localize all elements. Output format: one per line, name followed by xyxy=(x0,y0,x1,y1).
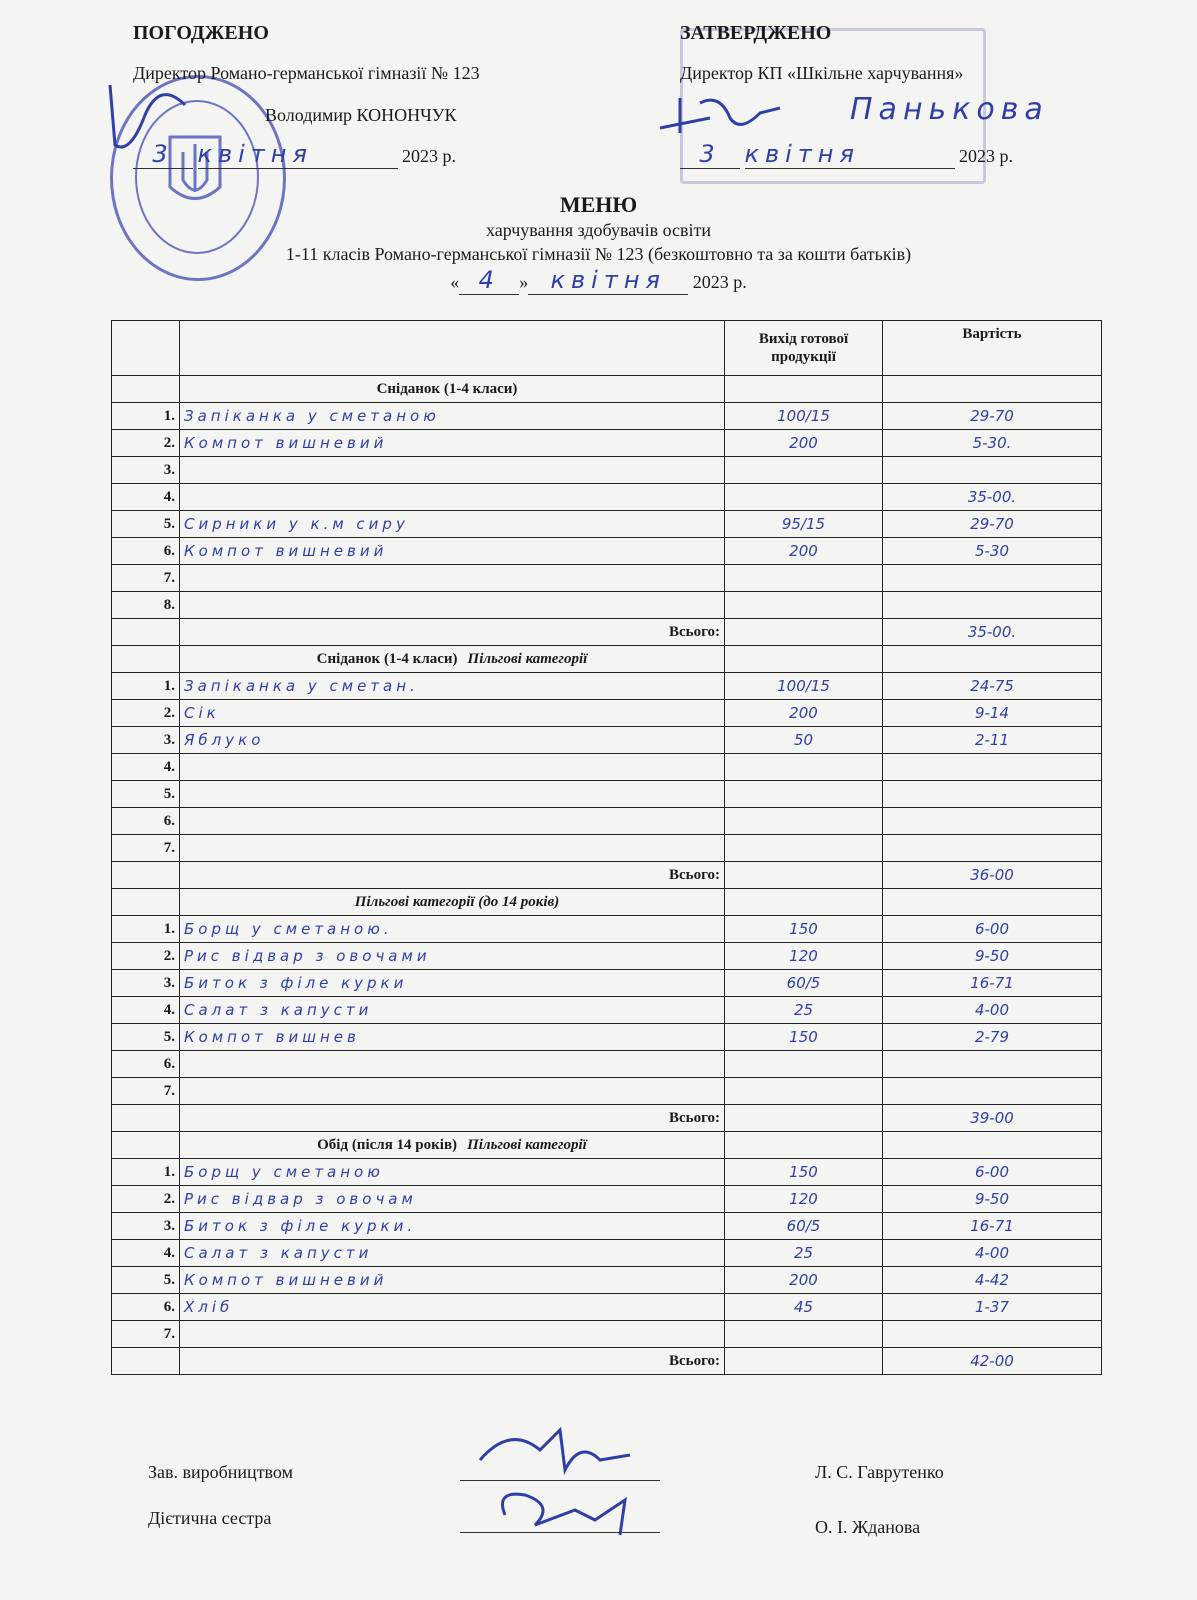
dish-output: 150 xyxy=(725,916,883,943)
dish-name xyxy=(180,808,725,835)
dish-name: Рис відвар з овочам xyxy=(180,1186,725,1213)
table-row xyxy=(112,970,1102,997)
dish-cost: 2-11 xyxy=(883,727,1102,754)
total-label: Всього: xyxy=(180,1105,725,1132)
dish-output: 200 xyxy=(725,1267,883,1294)
header-num xyxy=(112,321,180,376)
confirmed-heading: ЗАТВЕРДЖЕНО xyxy=(680,22,832,44)
dish-cost: 24-75 xyxy=(883,673,1102,700)
row-number: 1. xyxy=(112,1159,180,1186)
dish-output: 200 xyxy=(725,700,883,727)
dish-cost xyxy=(883,457,1102,484)
dish-name xyxy=(180,484,725,511)
row-number: 3. xyxy=(112,457,180,484)
dish-name: Хліб xyxy=(180,1294,725,1321)
table-row xyxy=(112,1051,1102,1078)
section-num-cell xyxy=(112,376,180,403)
left-name: Володимир КОНОНЧУК xyxy=(265,105,457,125)
dish-output: 100/15 xyxy=(725,673,883,700)
section-cost-cell xyxy=(883,376,1102,403)
section-header-row xyxy=(112,1132,1102,1159)
total-value: 42-00 xyxy=(883,1348,1102,1375)
row-number: 3. xyxy=(112,970,180,997)
left-date-year: 2023 р. xyxy=(402,146,456,166)
dish-name: Сирники у к.м сиру xyxy=(180,511,725,538)
section-num-cell xyxy=(112,889,180,916)
table-row xyxy=(112,808,1102,835)
dish-cost: 2-79 xyxy=(883,1024,1102,1051)
table-row xyxy=(112,511,1102,538)
dish-name xyxy=(180,457,725,484)
right-position: Директор КП «Шкільне харчування» xyxy=(680,63,964,83)
dish-name xyxy=(180,835,725,862)
section-title-cell xyxy=(180,1132,725,1159)
dish-output: 120 xyxy=(725,943,883,970)
dish-output: 25 xyxy=(725,1240,883,1267)
dish-cost xyxy=(883,808,1102,835)
menu-date-month: квітня xyxy=(528,266,688,295)
row-number: 6. xyxy=(112,808,180,835)
row-number: 7. xyxy=(112,835,180,862)
row-number: 7. xyxy=(112,1078,180,1105)
table-row xyxy=(112,700,1102,727)
row-number: 7. xyxy=(112,1321,180,1348)
table-row xyxy=(112,754,1102,781)
section-header-row xyxy=(112,889,1102,916)
table-row xyxy=(112,1078,1102,1105)
total-value: 35-00. xyxy=(883,619,1102,646)
left-position: Директор Романо-германської гімназії № 123 xyxy=(133,63,480,83)
dish-cost: 29-70 xyxy=(883,511,1102,538)
table-row xyxy=(112,565,1102,592)
total-row xyxy=(112,1348,1102,1375)
table-row xyxy=(112,1294,1102,1321)
dish-cost: 6-00 xyxy=(883,1159,1102,1186)
table-row xyxy=(112,403,1102,430)
left-date-day: 3 xyxy=(133,140,193,169)
footer-name-1: Л. С. Гаврутенко xyxy=(815,1462,944,1482)
dish-cost: 16-71 xyxy=(883,1213,1102,1240)
row-number: 4. xyxy=(112,754,180,781)
table-row xyxy=(112,943,1102,970)
total-output-cell xyxy=(725,1105,883,1132)
table-row xyxy=(112,1213,1102,1240)
dish-output xyxy=(725,457,883,484)
table-row xyxy=(112,1267,1102,1294)
footer-role-1: Зав. виробництвом xyxy=(148,1462,293,1482)
dish-cost xyxy=(883,1051,1102,1078)
total-num-cell xyxy=(112,862,180,889)
dish-output xyxy=(725,781,883,808)
dish-output: 50 xyxy=(725,727,883,754)
table-row xyxy=(112,727,1102,754)
left-signature xyxy=(90,75,210,165)
dish-cost: 35-00. xyxy=(883,484,1102,511)
row-number: 4. xyxy=(112,997,180,1024)
dish-output: 120 xyxy=(725,1186,883,1213)
dish-output: 100/15 xyxy=(725,403,883,430)
dish-name: Компот вишнев xyxy=(180,1024,725,1051)
right-date-day: 3 xyxy=(680,140,740,169)
dish-cost: 1-37 xyxy=(883,1294,1102,1321)
section-title-cell xyxy=(180,646,725,673)
dish-name: Сік xyxy=(180,700,725,727)
row-number: 3. xyxy=(112,1213,180,1240)
menu-date-day: 4 xyxy=(459,266,519,295)
section-cost-cell xyxy=(883,646,1102,673)
table-row xyxy=(112,1024,1102,1051)
right-signature-name: Панькова xyxy=(850,92,1049,127)
row-number: 2. xyxy=(112,700,180,727)
table-row xyxy=(112,1159,1102,1186)
row-number: 1. xyxy=(112,673,180,700)
table-row xyxy=(112,673,1102,700)
total-num-cell xyxy=(112,1348,180,1375)
total-label: Всього: xyxy=(180,862,725,889)
menu-table xyxy=(111,320,1102,1375)
section-output-cell xyxy=(725,889,883,916)
header-cost: Вартість xyxy=(883,321,1102,376)
table-row xyxy=(112,484,1102,511)
dish-name xyxy=(180,754,725,781)
dish-cost: 9-14 xyxy=(883,700,1102,727)
total-row xyxy=(112,619,1102,646)
dish-output xyxy=(725,835,883,862)
section-title-cell xyxy=(180,376,725,403)
dish-name: Запіканка у сметан. xyxy=(180,673,725,700)
dish-cost: 9-50 xyxy=(883,943,1102,970)
dish-cost: 6-00 xyxy=(883,916,1102,943)
header-output: Вихід готової продукції xyxy=(725,321,883,376)
row-number: 8. xyxy=(112,592,180,619)
total-value: 36-00 xyxy=(883,862,1102,889)
row-number: 1. xyxy=(112,403,180,430)
row-number: 5. xyxy=(112,1267,180,1294)
dish-name xyxy=(180,1321,725,1348)
dish-output: 45 xyxy=(725,1294,883,1321)
section-output-cell xyxy=(725,646,883,673)
dish-cost xyxy=(883,565,1102,592)
section-output-cell xyxy=(725,1132,883,1159)
table-row xyxy=(112,457,1102,484)
table-row xyxy=(112,1240,1102,1267)
row-number: 7. xyxy=(112,565,180,592)
dish-cost: 29-70 xyxy=(883,403,1102,430)
section-header-row xyxy=(112,376,1102,403)
dish-name: Яблуко xyxy=(180,727,725,754)
total-output-cell xyxy=(725,862,883,889)
section-output-cell xyxy=(725,376,883,403)
dish-cost xyxy=(883,835,1102,862)
dish-cost: 16-71 xyxy=(883,970,1102,997)
table-row xyxy=(112,1321,1102,1348)
table-row xyxy=(112,538,1102,565)
row-number: 2. xyxy=(112,1186,180,1213)
total-label: Всього: xyxy=(180,1348,725,1375)
table-row xyxy=(112,592,1102,619)
dish-output xyxy=(725,754,883,781)
dish-output xyxy=(725,1051,883,1078)
total-value: 39-00 xyxy=(883,1105,1102,1132)
row-number: 3. xyxy=(112,727,180,754)
dish-output: 150 xyxy=(725,1159,883,1186)
row-number: 4. xyxy=(112,484,180,511)
dish-output: 200 xyxy=(725,430,883,457)
left-date-month: квітня xyxy=(198,140,398,169)
row-number: 5. xyxy=(112,511,180,538)
row-number: 2. xyxy=(112,430,180,457)
table-row xyxy=(112,916,1102,943)
section-title-cell xyxy=(180,889,725,916)
menu-date: « 4 » квітня 2023 р. xyxy=(450,266,747,294)
row-number: 6. xyxy=(112,1051,180,1078)
section-subtitle: Пільгові категорії xyxy=(467,650,588,667)
dish-cost: 4-00 xyxy=(883,1240,1102,1267)
dish-cost: 5-30 xyxy=(883,538,1102,565)
dish-name xyxy=(180,592,725,619)
footer-role-2: Дієтична сестра xyxy=(148,1508,272,1528)
row-number: 1. xyxy=(112,916,180,943)
dish-cost xyxy=(883,1078,1102,1105)
dish-cost xyxy=(883,592,1102,619)
dish-cost xyxy=(883,1321,1102,1348)
table-header-row xyxy=(112,321,1102,376)
section-cost-cell xyxy=(883,889,1102,916)
menu-body xyxy=(112,376,1102,1375)
table-row xyxy=(112,835,1102,862)
dish-name: Рис відвар з овочами xyxy=(180,943,725,970)
row-number: 5. xyxy=(112,1024,180,1051)
dish-name xyxy=(180,781,725,808)
dish-output: 150 xyxy=(725,1024,883,1051)
dish-output: 200 xyxy=(725,538,883,565)
dish-output: 25 xyxy=(725,997,883,1024)
dish-cost: 4-42 xyxy=(883,1267,1102,1294)
dish-cost: 9-50 xyxy=(883,1186,1102,1213)
total-row xyxy=(112,1105,1102,1132)
dish-output xyxy=(725,808,883,835)
section-subtitle: Пільгові категорії (до 14 років) xyxy=(354,893,560,910)
header-dish xyxy=(180,321,725,376)
section-subtitle: Пільгові категорії xyxy=(467,1136,587,1153)
menu-date-year: 2023 р. xyxy=(692,272,747,292)
section-header-row xyxy=(112,646,1102,673)
footer-signature-2 xyxy=(485,1480,665,1540)
dish-name: Салат з капусти xyxy=(180,997,725,1024)
row-number: 4. xyxy=(112,1240,180,1267)
dish-name xyxy=(180,1051,725,1078)
dish-output: 60/5 xyxy=(725,1213,883,1240)
dish-name: Компот вишневий xyxy=(180,538,725,565)
dish-cost xyxy=(883,754,1102,781)
table-row xyxy=(112,781,1102,808)
right-date xyxy=(680,140,1013,169)
dish-name xyxy=(180,1078,725,1105)
menu-title: МЕНЮ xyxy=(559,192,638,217)
right-date-month: квітня xyxy=(745,140,955,169)
approved-heading: ПОГОДЖЕНО xyxy=(133,22,269,44)
section-num-cell xyxy=(112,1132,180,1159)
right-date-year: 2023 р. xyxy=(959,146,1013,166)
row-number: 5. xyxy=(112,781,180,808)
total-output-cell xyxy=(725,1348,883,1375)
table-row xyxy=(112,430,1102,457)
dish-name: Биток з філе курки. xyxy=(180,1213,725,1240)
dish-name: Борщ у сметаною xyxy=(180,1159,725,1186)
dish-name: Биток з філе курки xyxy=(180,970,725,997)
section-title: Сніданок (1-4 класи) xyxy=(316,650,458,667)
total-num-cell xyxy=(112,619,180,646)
total-label: Всього: xyxy=(180,619,725,646)
total-row xyxy=(112,862,1102,889)
section-cost-cell xyxy=(883,1132,1102,1159)
table-row xyxy=(112,997,1102,1024)
dish-output xyxy=(725,1078,883,1105)
dish-name xyxy=(180,565,725,592)
total-num-cell xyxy=(112,1105,180,1132)
dish-output: 60/5 xyxy=(725,970,883,997)
footer-name-2: О. І. Жданова xyxy=(815,1517,921,1537)
menu-subtitle-2: 1-11 класів Романо-германської гімназії № 123 (безкоштовно та за кошти батьків) xyxy=(285,244,912,264)
dish-cost xyxy=(883,781,1102,808)
dish-cost: 5-30. xyxy=(883,430,1102,457)
row-number: 6. xyxy=(112,538,180,565)
section-num-cell xyxy=(112,646,180,673)
row-number: 2. xyxy=(112,943,180,970)
dish-cost: 4-00 xyxy=(883,997,1102,1024)
section-title: Обід (після 14 років) xyxy=(317,1136,458,1153)
total-output-cell xyxy=(725,619,883,646)
section-title: Сніданок (1-4 класи) xyxy=(376,380,518,397)
dish-output xyxy=(725,592,883,619)
dish-name: Компот вишневий xyxy=(180,430,725,457)
dish-output xyxy=(725,565,883,592)
dish-name: Компот вишневий xyxy=(180,1267,725,1294)
menu-subtitle-1: харчування здобувачів освіти xyxy=(485,220,712,240)
dish-name: Запіканка у сметаною xyxy=(180,403,725,430)
row-number: 6. xyxy=(112,1294,180,1321)
dish-name: Борщ у сметаною. xyxy=(180,916,725,943)
dish-output: 95/15 xyxy=(725,511,883,538)
dish-output xyxy=(725,484,883,511)
right-signature xyxy=(650,88,810,148)
dish-output xyxy=(725,1321,883,1348)
dish-name: Салат з капусти xyxy=(180,1240,725,1267)
table-row xyxy=(112,1186,1102,1213)
